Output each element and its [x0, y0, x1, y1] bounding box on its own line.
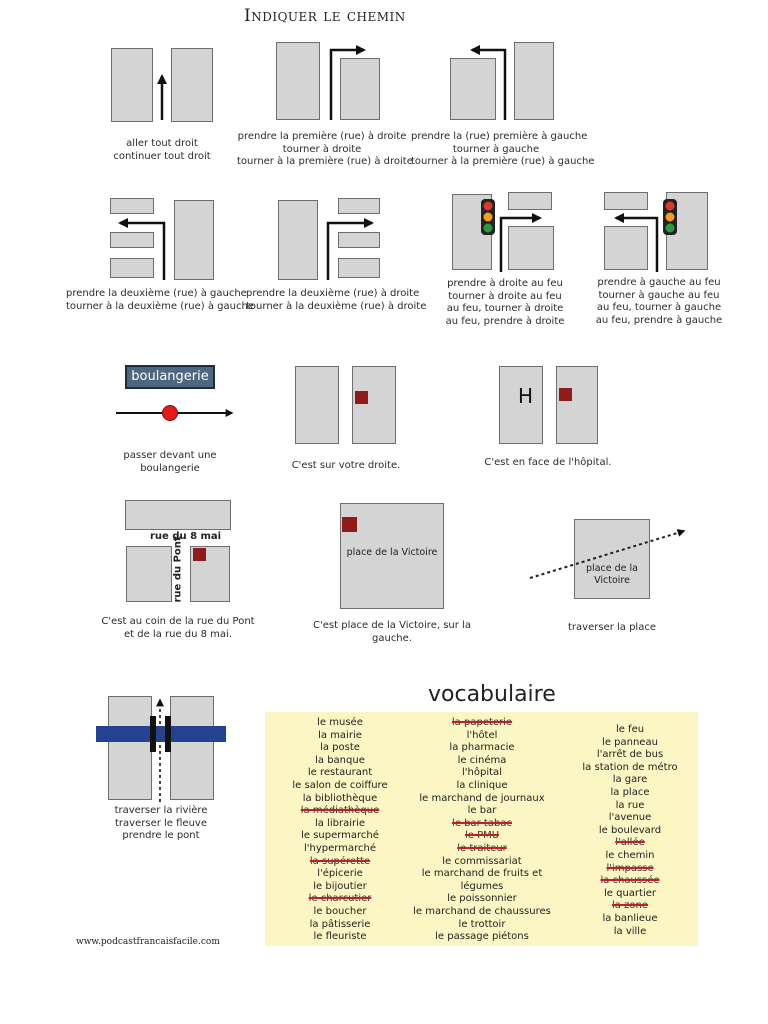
street-label-8-mai: rue du 8 mai	[150, 531, 222, 542]
vocabulary-item: l'impasse	[606, 862, 654, 874]
caption-line: C'est en face de l'hôpital.	[484, 457, 612, 468]
caption-line: aller tout droit	[126, 138, 198, 149]
left-turn-arrow	[616, 218, 657, 272]
caption-first-right	[237, 131, 413, 169]
caption-light-left	[594, 277, 724, 327]
caption-line: tourner à la première (rue) à droite	[237, 156, 413, 167]
vocabulary-item: le fleuriste	[313, 931, 367, 943]
vocabulary-item: le commissariat	[442, 855, 522, 867]
caption-line: prendre à droite au feu	[447, 278, 563, 289]
vocabulary-item: le panneau	[602, 736, 658, 748]
caption-line: au feu, tourner à droite	[446, 303, 564, 314]
caption-line: au feu, tourner à gauche	[596, 302, 722, 313]
vocabulary-item: la médiathèque	[300, 805, 380, 817]
caption-line: tourner à gauche	[452, 143, 540, 155]
vocabulary-item: la mairie	[318, 729, 362, 741]
caption-line: tourner à la deuxième (rue) à gauche	[66, 300, 254, 312]
caption-second-left	[66, 288, 254, 313]
page-title: Indiquer le chemin	[244, 6, 406, 26]
vocabulary-item: le PMU	[464, 830, 500, 842]
vocabulary-item: le quartier	[604, 887, 656, 899]
vocabulary-column-1	[270, 717, 410, 944]
vocabulary-item: la place	[610, 786, 650, 798]
vocabulary-item: le cinéma	[457, 754, 507, 766]
vocabulary-item: le feu	[615, 724, 645, 735]
caption-line: prendre la (rue) première à gauche	[411, 131, 588, 142]
caption-line: au feu, prendre à droite	[445, 315, 565, 327]
traffic-light-icon	[481, 199, 495, 235]
vocabulary-item: la banque	[315, 754, 365, 766]
vocabulary-item: l'épicerie	[317, 868, 363, 880]
vocabulary-item: la librairie	[314, 817, 366, 829]
vocabulary-item: le restaurant	[307, 767, 373, 779]
caption-line: tourner à droite au feu	[448, 290, 562, 302]
caption-line: prendre à gauche au feu	[597, 277, 721, 288]
caption-line: au feu, prendre à gauche	[595, 314, 723, 326]
vocabulary-item: l'hypermarché	[304, 842, 376, 854]
caption-line: traverser le fleuve	[115, 817, 207, 829]
street-label-pont: rue du Pont	[172, 536, 184, 603]
caption-line: prendre la deuxième (rue) à droite	[246, 288, 420, 299]
vocabulary-column-3	[560, 724, 700, 938]
vocabulary-column-2	[412, 717, 552, 944]
caption-line: prendre le pont	[122, 830, 200, 841]
vocabulary-heading: vocabulaire	[428, 682, 556, 707]
vocabulary-item: le musée	[317, 717, 363, 728]
vocabulary-item: la station de métro	[582, 761, 678, 773]
vocabulary-item: l'hôtel	[466, 729, 498, 741]
vocabulary-item: le poissonnier	[447, 893, 517, 905]
vocabulary-item: le marchand de fruits et	[421, 868, 543, 880]
caption-line: prendre la deuxième (rue) à gauche	[66, 288, 247, 299]
right-turn-arrow	[328, 223, 372, 280]
caption-straight	[92, 138, 232, 163]
website-link[interactable]: www.podcastfrancaisfacile.com	[76, 937, 220, 947]
caption-light-right	[440, 278, 570, 328]
vocabulary-item: la chaussée	[600, 875, 660, 887]
hospital-h: H	[518, 384, 534, 408]
vocabulary-item: la bibliothèque	[302, 792, 378, 804]
vocabulary-item: la clinique	[456, 779, 508, 791]
vocabulary-item: le salon de coiffure	[292, 779, 388, 791]
caption-line: traverser la rivière	[114, 805, 208, 816]
caption-line: gauche.	[372, 632, 412, 644]
caption-river	[100, 805, 222, 843]
vocabulary-item: le boulevard	[598, 824, 662, 836]
caption-line: passer devant une	[123, 450, 217, 461]
caption-first-left	[411, 131, 595, 169]
vocabulary-item: l'allée	[615, 837, 645, 849]
caption-pass-bakery	[110, 450, 230, 475]
vocabulary-item: l'arrêt de bus	[596, 749, 664, 761]
vocabulary-item: le traiteur	[457, 842, 507, 854]
vocabulary-item: la pâtisserie	[309, 918, 371, 930]
vocabulary-item: le supermarché	[301, 830, 379, 842]
caption-line: et de la rue du 8 mai.	[123, 628, 233, 640]
vocabulary-item: le boucher	[313, 905, 367, 917]
place-label: place de la Victoire	[346, 547, 438, 558]
vocabulary-item: la pharmacie	[449, 742, 515, 754]
caption-line: traverser la place	[568, 622, 656, 633]
vocabulary-item: le charcutier	[308, 893, 372, 905]
vocabulary-item: la ville	[613, 925, 647, 937]
vocabulary-item: légumes	[460, 880, 504, 892]
vocabulary-item: le trottoir	[458, 918, 506, 930]
right-turn-arrow	[501, 218, 540, 272]
caption-place-left	[312, 620, 472, 645]
vocabulary-item: le passage piétons	[435, 931, 529, 943]
vocabulary-item: le marchand de chaussures	[413, 905, 551, 917]
caption-line: C'est sur votre droite.	[291, 460, 401, 471]
caption-line: C'est au coin de la rue du Pont	[101, 616, 255, 627]
vocabulary-item: la zone	[612, 900, 648, 912]
caption-line: tourner à la deuxième (rue) à droite	[246, 300, 427, 312]
position-dot	[163, 406, 178, 421]
caption-second-right	[246, 288, 427, 313]
vocabulary-item: le bar tabac	[452, 817, 512, 829]
caption-line: tourner à gauche au feu	[598, 289, 720, 301]
bakery-sign: boulangerie	[125, 365, 215, 389]
vocabulary-item: le chemin	[605, 849, 655, 861]
vocabulary-item: la papeterie	[451, 717, 513, 728]
caption-line: continuer tout droit	[113, 150, 211, 162]
vocabulary-item: l'hôpital	[462, 767, 502, 779]
caption-line: tourner à la première (rue) à gauche	[411, 156, 595, 167]
place-label-line: place de la	[586, 563, 638, 574]
place-label-line: Victoire	[594, 575, 630, 586]
vocabulary-item: l'avenue	[608, 812, 652, 824]
vocabulary-item: la poste	[320, 742, 360, 754]
vocabulary-item: le bijoutier	[313, 880, 367, 892]
vocabulary-item: la supérette	[309, 855, 371, 867]
caption-on-right	[276, 460, 416, 473]
caption-cross-place	[552, 622, 672, 635]
vocabulary-item: la banlieue	[602, 912, 658, 924]
caption-line: C'est place de la Victoire, sur la	[313, 620, 471, 631]
vocabulary-item: le marchand de journaux	[419, 792, 545, 804]
left-turn-arrow	[472, 50, 505, 120]
caption-line: boulangerie	[140, 462, 200, 474]
caption-corner	[98, 616, 258, 641]
caption-line: tourner à droite	[282, 143, 362, 155]
cross-arrow	[530, 531, 684, 578]
traffic-light-icon	[663, 199, 677, 235]
vocabulary-item: le bar	[467, 805, 497, 817]
caption-line: prendre la première (rue) à droite	[237, 131, 407, 142]
caption-opposite-hospital	[478, 457, 618, 470]
left-turn-arrow	[120, 223, 164, 280]
vocabulary-item: la gare	[612, 774, 648, 786]
vocabulary-item: la rue	[615, 799, 645, 811]
right-turn-arrow	[331, 50, 364, 120]
